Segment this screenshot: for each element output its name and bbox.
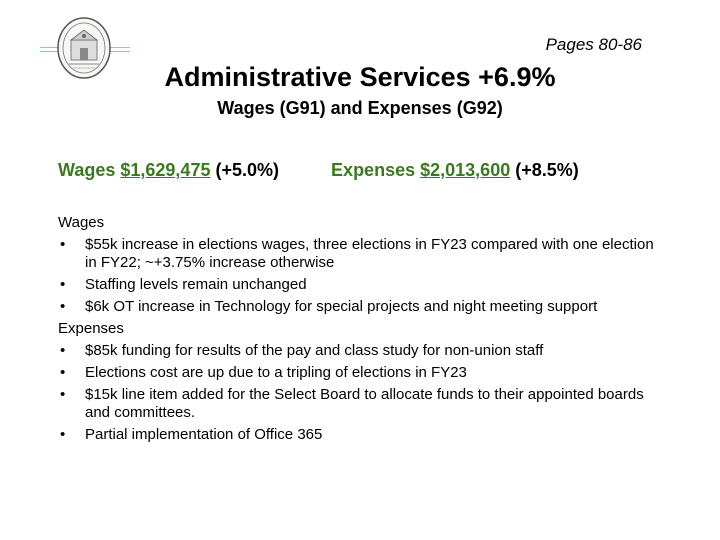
list-item	[58, 364, 668, 382]
wages-amount: $1,629,475	[120, 160, 211, 180]
expenses-change: (+8.5%)	[515, 160, 579, 180]
expenses-amount: $2,013,600	[420, 160, 511, 180]
list-item-text: Staffing levels remain unchanged	[85, 276, 307, 293]
wages-change: (+5.0%)	[215, 160, 280, 180]
expenses-heading: Expenses	[58, 320, 124, 337]
list-item-text: Partial implementation of Office 365	[85, 426, 323, 443]
bullet: •	[60, 298, 66, 315]
divider	[110, 47, 130, 48]
list-item	[58, 236, 668, 272]
slide-body	[58, 214, 668, 448]
list-item-text: Elections cost are up due to a tripling of elections in FY23	[85, 364, 467, 381]
slide-subtitle: Wages (G91) and Expenses (G92)	[217, 98, 503, 118]
list-item-text: $55k increase in elections wages, three elections in FY23 compared with one election in FY22; ~+3.75% increase otherwise	[85, 236, 654, 271]
slide-title: Administrative Services +6.9%	[164, 62, 556, 92]
wages-heading: Wages	[58, 214, 105, 231]
page-reference: Pages 80-86	[545, 35, 642, 54]
wages-list	[58, 236, 668, 316]
expenses-list	[58, 342, 668, 444]
wages-label: Wages	[58, 160, 116, 180]
bullet: •	[60, 364, 66, 381]
expenses-label: Expenses	[331, 160, 416, 180]
bullet: •	[60, 342, 66, 359]
list-item	[58, 276, 668, 294]
list-item	[58, 298, 668, 316]
divider	[110, 51, 130, 52]
budget-summary	[58, 160, 579, 181]
bullet: •	[60, 236, 66, 253]
list-item-text: $6k OT increase in Technology for special projects and night meeting support	[85, 298, 598, 315]
list-item-text: $15k line item added for the Select Board to allocate funds to their appointed boards and committees.	[85, 386, 644, 421]
bullet: •	[60, 426, 66, 443]
bullet: •	[60, 276, 66, 293]
list-item-text: $85k funding for results of the pay and class study for non-union staff	[85, 342, 544, 359]
list-item	[58, 426, 668, 444]
bullet: •	[60, 386, 66, 403]
list-item	[58, 342, 668, 360]
list-item	[58, 386, 668, 422]
